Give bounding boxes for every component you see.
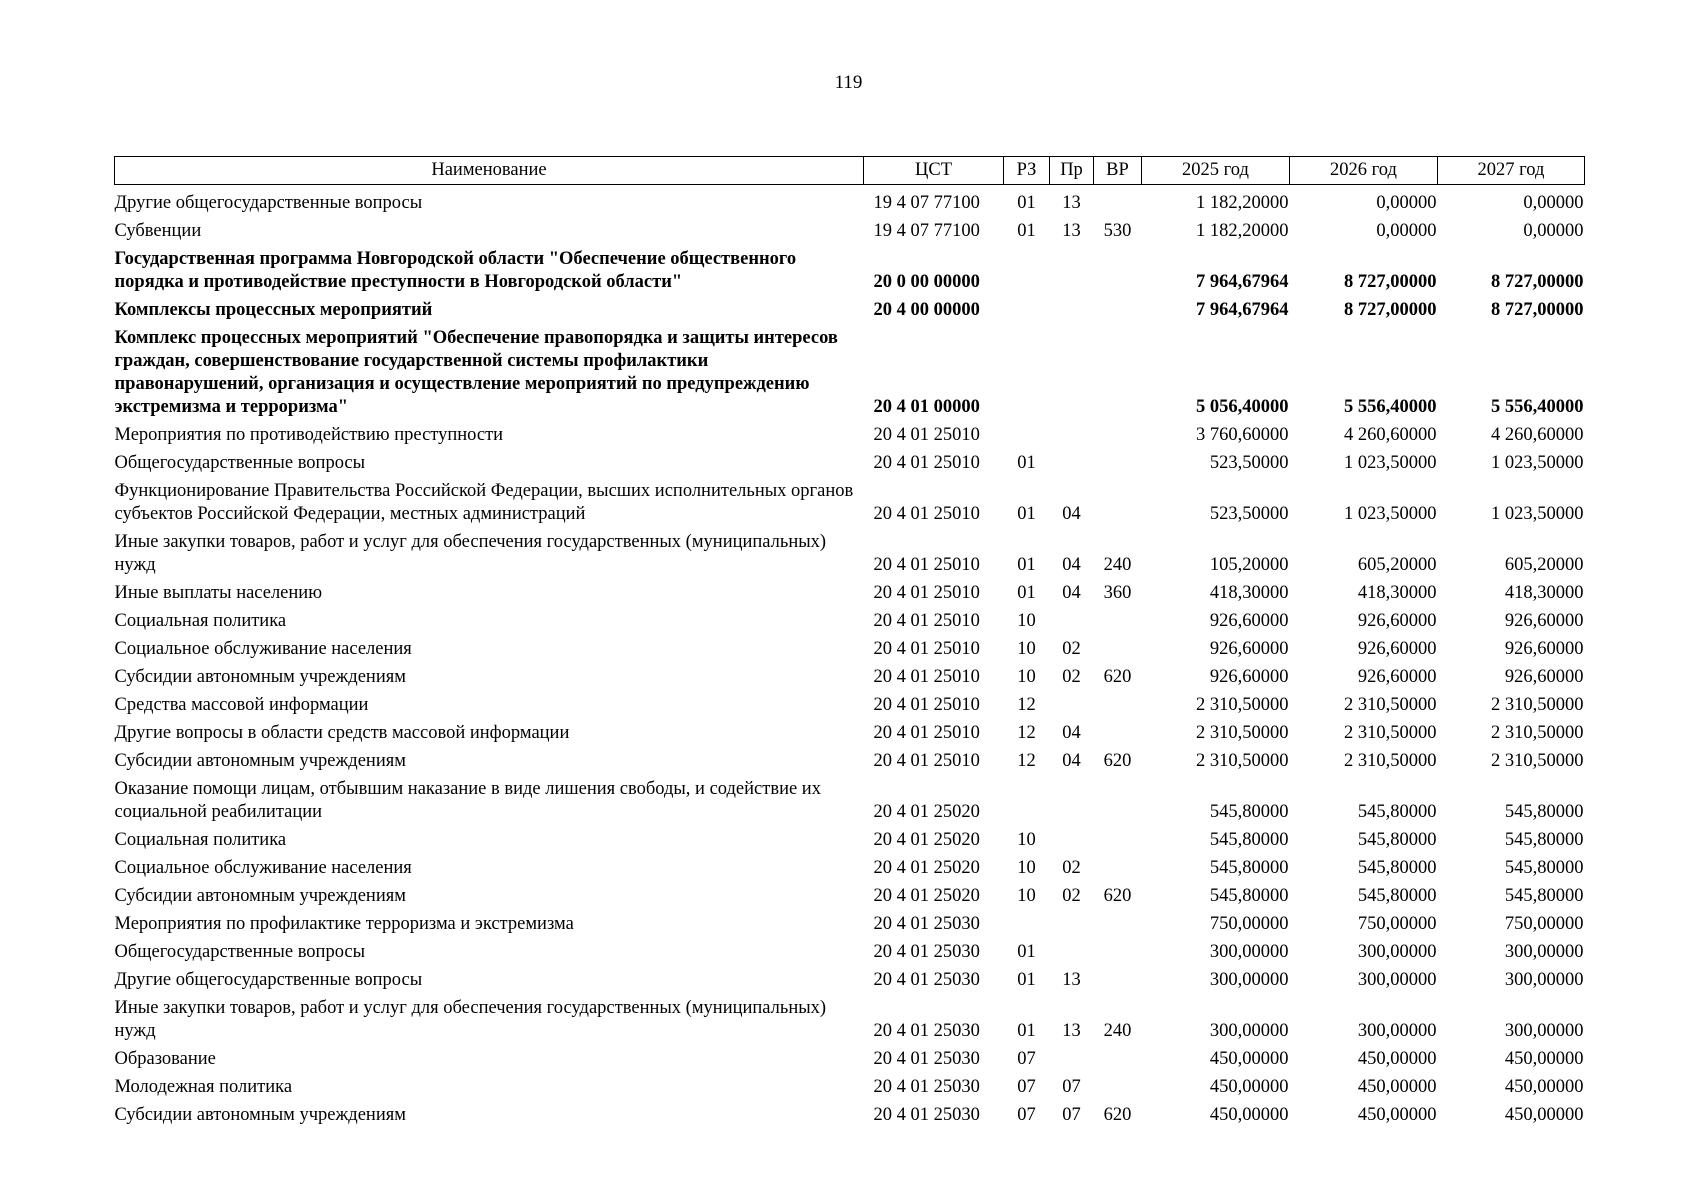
cell-2025: 300,00000: [1209, 1021, 1289, 1041]
cell-rz: [1004, 775, 1050, 826]
cell-2026: 0,00000: [1376, 221, 1437, 241]
cell-2025: 7 964,67964: [1196, 272, 1289, 292]
cell-rz: 01: [1017, 942, 1036, 962]
cell-2027: 418,30000: [1504, 583, 1584, 603]
cell-rz: 01: [1017, 970, 1036, 990]
cell-rz: [1004, 421, 1050, 449]
cell-vr: [1094, 938, 1142, 966]
cell-rz: 01: [1017, 504, 1036, 524]
cell-vr: 530: [1103, 221, 1132, 241]
cell-2027: 4 260,60000: [1491, 425, 1584, 445]
table-row: [115, 882, 1585, 910]
cell-name: Иные закупки товаров, работ и услуг для обеспечения государственных (муниципальных) нужд: [114, 532, 827, 575]
cell-pr: [1050, 245, 1094, 296]
page-number: 119: [834, 72, 863, 93]
cell-pr: 04: [1062, 723, 1081, 743]
cell-2027: 926,60000: [1504, 639, 1584, 659]
cell-pr: [1050, 607, 1094, 635]
cell-pr: 02: [1062, 639, 1081, 659]
cell-vr: 620: [1103, 886, 1132, 906]
cell-2025: 418,30000: [1209, 583, 1289, 603]
cell-2026: 450,00000: [1357, 1105, 1437, 1125]
cell-2027: 1 023,50000: [1491, 453, 1584, 473]
table-body: [115, 185, 1585, 1130]
cell-2025: 105,20000: [1209, 555, 1289, 575]
cell-name: Мероприятия по профилактике терроризма и экстремизма: [114, 914, 574, 934]
cell-2027: 0,00000: [1523, 221, 1584, 241]
cell-rz: [1004, 324, 1050, 421]
table-row: [115, 966, 1585, 994]
cell-2025: 2 310,50000: [1196, 723, 1289, 743]
cell-2026: 545,80000: [1357, 830, 1437, 850]
cell-vr: [1094, 826, 1142, 854]
cell-rz: 10: [1017, 830, 1036, 850]
cell-rz: [1004, 245, 1050, 296]
cell-rz: 10: [1017, 667, 1036, 687]
cell-pr: [1050, 691, 1094, 719]
cell-2025: 926,60000: [1209, 639, 1289, 659]
cell-pr: 13: [1062, 1021, 1081, 1041]
table-row: [115, 691, 1585, 719]
cell-rz: 01: [1017, 453, 1036, 473]
table-row: [115, 938, 1585, 966]
cell-cst: 20 4 01 25010: [873, 555, 980, 575]
cell-2025: 523,50000: [1209, 453, 1289, 473]
cell-2025: 2 310,50000: [1196, 695, 1289, 715]
cell-pr: 02: [1062, 667, 1081, 687]
cell-name: Молодежная политика: [114, 1077, 293, 1097]
cell-2025: 1 182,20000: [1196, 221, 1289, 241]
cell-2025: 300,00000: [1209, 970, 1289, 990]
cell-cst: 20 4 01 25010: [873, 751, 980, 771]
cell-cst: 20 4 01 25020: [873, 830, 980, 850]
table-row: [115, 663, 1585, 691]
cell-2027: 8 727,00000: [1491, 272, 1584, 292]
table-row: [115, 528, 1585, 579]
cell-name: Социальная политика: [114, 830, 287, 850]
cell-2027: 545,80000: [1504, 858, 1584, 878]
cell-2026: 300,00000: [1357, 1021, 1437, 1041]
cell-name: Общегосударственные вопросы: [114, 942, 366, 962]
table-row: [115, 579, 1585, 607]
cell-2026: 4 260,60000: [1344, 425, 1437, 445]
cell-cst: 20 4 01 25020: [873, 858, 980, 878]
cell-2027: 605,20000: [1504, 555, 1584, 575]
table-row: [115, 826, 1585, 854]
cell-2025: 1 182,20000: [1196, 193, 1289, 213]
cell-pr: 02: [1062, 858, 1081, 878]
header-vr: ВР: [1094, 157, 1142, 185]
cell-cst: 20 4 01 25020: [873, 886, 980, 906]
cell-rz: 01: [1017, 221, 1036, 241]
cell-cst: 20 4 01 25010: [873, 639, 980, 659]
cell-name: Субсидии автономным учреждениям: [114, 667, 406, 687]
cell-cst: 19 4 07 77100: [873, 193, 980, 213]
cell-2026: 545,80000: [1357, 886, 1437, 906]
cell-vr: 620: [1103, 751, 1132, 771]
cell-2027: 750,00000: [1504, 914, 1584, 934]
table-row: [115, 1101, 1585, 1129]
cell-rz: 10: [1017, 858, 1036, 878]
table-row: [115, 854, 1585, 882]
cell-cst: 20 4 01 25010: [873, 611, 980, 631]
cell-cst: 20 4 01 25010: [873, 667, 980, 687]
cell-2027: 300,00000: [1504, 970, 1584, 990]
cell-2027: 450,00000: [1504, 1105, 1584, 1125]
cell-pr: [1050, 324, 1094, 421]
cell-2025: 523,50000: [1209, 504, 1289, 524]
cell-vr: [1094, 324, 1142, 421]
cell-cst: 20 4 01 00000: [873, 397, 980, 417]
cell-name: Иные выплаты населению: [114, 583, 323, 603]
cell-name: Иные закупки товаров, работ и услуг для обеспечения государственных (муниципальных) нужд: [114, 998, 827, 1041]
cell-pr: [1050, 910, 1094, 938]
header-2026: 2026 год: [1290, 157, 1438, 185]
cell-2027: 8 727,00000: [1491, 300, 1584, 320]
cell-2026: 300,00000: [1357, 970, 1437, 990]
cell-name: Комплекс процессных мероприятий "Обеспечение правопорядка и защиты интересов граждан, совершенствование государственной системы профилактики правонарушений, организация и осуществление мероприятий по предупреждению экстремизма и терроризма": [114, 328, 838, 417]
cell-rz: [1004, 910, 1050, 938]
cell-rz: 01: [1017, 1021, 1036, 1041]
cell-2025: 7 964,67964: [1196, 300, 1289, 320]
cell-cst: 20 4 01 25010: [873, 504, 980, 524]
cell-name: Комплексы процессных мероприятий: [114, 300, 433, 320]
cell-vr: [1094, 296, 1142, 324]
cell-2026: 8 727,00000: [1344, 272, 1437, 292]
cell-rz: 12: [1017, 695, 1036, 715]
cell-rz: 07: [1017, 1105, 1036, 1125]
cell-rz: 10: [1017, 639, 1036, 659]
cell-vr: 240: [1103, 555, 1132, 575]
cell-2025: 3 760,60000: [1196, 425, 1289, 445]
table-row: [115, 449, 1585, 477]
table-row: [115, 994, 1585, 1045]
cell-2027: 450,00000: [1504, 1077, 1584, 1097]
table-row: [115, 719, 1585, 747]
cell-pr: [1050, 938, 1094, 966]
cell-2026: 0,00000: [1376, 193, 1437, 213]
cell-2026: 2 310,50000: [1344, 695, 1437, 715]
cell-2026: 2 310,50000: [1344, 723, 1437, 743]
cell-2026: 750,00000: [1357, 914, 1437, 934]
cell-pr: 04: [1062, 583, 1081, 603]
cell-vr: [1094, 185, 1142, 218]
cell-vr: [1094, 449, 1142, 477]
cell-vr: 240: [1103, 1021, 1132, 1041]
cell-vr: [1094, 775, 1142, 826]
cell-name: Субсидии автономным учреждениям: [114, 1105, 406, 1125]
cell-cst: 20 4 01 25010: [873, 723, 980, 743]
table-row: [115, 1073, 1585, 1101]
cell-name: Другие вопросы в области средств массовой информации: [114, 723, 570, 743]
cell-pr: 04: [1062, 504, 1081, 524]
table-row: [115, 217, 1585, 245]
cell-2027: 1 023,50000: [1491, 504, 1584, 524]
cell-rz: 10: [1017, 886, 1036, 906]
cell-vr: [1094, 1073, 1142, 1101]
cell-vr: [1094, 910, 1142, 938]
cell-name: Социальное обслуживание населения: [114, 858, 412, 878]
cell-vr: 620: [1103, 1105, 1132, 1125]
cell-2026: 450,00000: [1357, 1077, 1437, 1097]
cell-name: Государственная программа Новгородской области "Обеспечение общественного порядка и противодействие преступности в Новгородской области": [114, 249, 797, 292]
cell-2027: 2 310,50000: [1491, 695, 1584, 715]
cell-2027: 450,00000: [1504, 1049, 1584, 1069]
cell-2027: 300,00000: [1504, 1021, 1584, 1041]
cell-cst: 19 4 07 77100: [873, 221, 980, 241]
cell-pr: [1050, 1045, 1094, 1073]
cell-pr: [1050, 775, 1094, 826]
cell-pr: [1050, 296, 1094, 324]
cell-2025: 926,60000: [1209, 667, 1289, 687]
cell-cst: 20 4 01 25020: [873, 802, 980, 822]
cell-name: Общегосударственные вопросы: [114, 453, 366, 473]
cell-cst: 20 4 01 25010: [873, 583, 980, 603]
cell-name: Социальная политика: [114, 611, 287, 631]
cell-vr: [1094, 854, 1142, 882]
cell-2026: 926,60000: [1357, 667, 1437, 687]
cell-rz: 10: [1017, 611, 1036, 631]
cell-2026: 5 556,40000: [1344, 397, 1437, 417]
table-row: [115, 635, 1585, 663]
header-2027: 2027 год: [1438, 157, 1585, 185]
cell-rz: 12: [1017, 723, 1036, 743]
cell-2025: 450,00000: [1209, 1049, 1289, 1069]
cell-2026: 1 023,50000: [1344, 453, 1437, 473]
cell-cst: 20 4 01 25030: [873, 1021, 980, 1041]
cell-name: Другие общегосударственные вопросы: [114, 193, 423, 213]
cell-pr: [1050, 449, 1094, 477]
table-row: [115, 910, 1585, 938]
cell-name: Субвенции: [114, 221, 202, 241]
cell-2027: 5 556,40000: [1491, 397, 1584, 417]
cell-vr: 360: [1103, 583, 1132, 603]
cell-2027: 2 310,50000: [1491, 751, 1584, 771]
cell-vr: [1094, 635, 1142, 663]
cell-name: Социальное обслуживание населения: [114, 639, 412, 659]
cell-2026: 2 310,50000: [1344, 751, 1437, 771]
table-row: [115, 775, 1585, 826]
cell-2026: 605,20000: [1357, 555, 1437, 575]
cell-name: Другие общегосударственные вопросы: [114, 970, 423, 990]
cell-2025: 2 310,50000: [1196, 751, 1289, 771]
cell-pr: 13: [1062, 970, 1081, 990]
cell-rz: 07: [1017, 1049, 1036, 1069]
table-row: [115, 245, 1585, 296]
cell-2026: 926,60000: [1357, 611, 1437, 631]
cell-pr: [1050, 826, 1094, 854]
cell-name: Функционирование Правительства Российской Федерации, высших исполнительных органов субъектов Российской Федерации, местных администраций: [114, 481, 854, 524]
cell-pr: 13: [1062, 221, 1081, 241]
cell-2025: 545,80000: [1209, 802, 1289, 822]
cell-name: Мероприятия по противодействию преступности: [114, 425, 504, 445]
cell-cst: 20 4 00 00000: [873, 300, 980, 320]
cell-2025: 545,80000: [1209, 886, 1289, 906]
cell-2025: 926,60000: [1209, 611, 1289, 631]
cell-name: Субсидии автономным учреждениям: [114, 886, 406, 906]
cell-2027: 300,00000: [1504, 942, 1584, 962]
table-row: [115, 185, 1585, 218]
cell-cst: 20 4 01 25030: [873, 1105, 980, 1125]
cell-2027: 545,80000: [1504, 830, 1584, 850]
cell-2025: 545,80000: [1209, 858, 1289, 878]
cell-2025: 750,00000: [1209, 914, 1289, 934]
cell-2026: 8 727,00000: [1344, 300, 1437, 320]
cell-vr: [1094, 719, 1142, 747]
header-2025: 2025 год: [1142, 157, 1290, 185]
cell-cst: 20 4 01 25010: [873, 453, 980, 473]
cell-vr: [1094, 1045, 1142, 1073]
cell-2026: 418,30000: [1357, 583, 1437, 603]
cell-2026: 545,80000: [1357, 802, 1437, 822]
cell-vr: [1094, 477, 1142, 528]
cell-vr: [1094, 691, 1142, 719]
cell-name: Субсидии автономным учреждениям: [114, 751, 406, 771]
cell-2026: 450,00000: [1357, 1049, 1437, 1069]
cell-rz: 12: [1017, 751, 1036, 771]
table-row: [115, 747, 1585, 775]
cell-2027: 2 310,50000: [1491, 723, 1584, 743]
cell-2026: 545,80000: [1357, 858, 1437, 878]
cell-cst: 20 4 01 25030: [873, 1049, 980, 1069]
table-row: [115, 324, 1585, 421]
cell-2027: 0,00000: [1523, 193, 1584, 213]
cell-vr: [1094, 421, 1142, 449]
table-header-row: [115, 157, 1585, 185]
cell-cst: 20 4 01 25030: [873, 1077, 980, 1097]
cell-2027: 545,80000: [1504, 802, 1584, 822]
cell-name: Образование: [114, 1049, 216, 1069]
cell-cst: 20 0 00 00000: [873, 272, 980, 292]
cell-cst: 20 4 01 25010: [873, 425, 980, 445]
cell-2026: 926,60000: [1357, 639, 1437, 659]
cell-2025: 5 056,40000: [1196, 397, 1289, 417]
cell-2025: 300,00000: [1209, 942, 1289, 962]
cell-2025: 450,00000: [1209, 1077, 1289, 1097]
table-row: [115, 607, 1585, 635]
header-name: Наименование: [115, 157, 864, 185]
cell-pr: 07: [1062, 1105, 1081, 1125]
cell-vr: [1094, 245, 1142, 296]
header-pr: Пр: [1050, 157, 1094, 185]
cell-2026: 1 023,50000: [1344, 504, 1437, 524]
cell-rz: [1004, 296, 1050, 324]
cell-pr: [1050, 421, 1094, 449]
header-cst: ЦСТ: [864, 157, 1004, 185]
table-row: [115, 1045, 1585, 1073]
cell-vr: [1094, 607, 1142, 635]
cell-pr: 13: [1062, 193, 1081, 213]
cell-cst: 20 4 01 25030: [873, 914, 980, 934]
cell-pr: 04: [1062, 555, 1081, 575]
table-row: [115, 477, 1585, 528]
cell-2027: 545,80000: [1504, 886, 1584, 906]
cell-2027: 926,60000: [1504, 667, 1584, 687]
cell-rz: 01: [1017, 555, 1036, 575]
budget-table: [114, 156, 1585, 1129]
cell-pr: 02: [1062, 886, 1081, 906]
table-row: [115, 421, 1585, 449]
cell-2027: 926,60000: [1504, 611, 1584, 631]
cell-2025: 545,80000: [1209, 830, 1289, 850]
cell-pr: 07: [1062, 1077, 1081, 1097]
cell-name: Оказание помощи лицам, отбывшим наказание в виде лишения свободы, и содействие их социальной реабилитации: [114, 779, 821, 822]
cell-cst: 20 4 01 25030: [873, 942, 980, 962]
cell-pr: 04: [1062, 751, 1081, 771]
cell-2025: 450,00000: [1209, 1105, 1289, 1125]
cell-rz: 07: [1017, 1077, 1036, 1097]
cell-rz: 01: [1017, 583, 1036, 603]
cell-vr: [1094, 966, 1142, 994]
cell-rz: 01: [1017, 193, 1036, 213]
table-row: [115, 296, 1585, 324]
cell-2026: 300,00000: [1357, 942, 1437, 962]
cell-vr: 620: [1103, 667, 1132, 687]
cell-cst: 20 4 01 25030: [873, 970, 980, 990]
header-rz: РЗ: [1004, 157, 1050, 185]
cell-name: Средства массовой информации: [114, 695, 369, 715]
cell-cst: 20 4 01 25010: [873, 695, 980, 715]
